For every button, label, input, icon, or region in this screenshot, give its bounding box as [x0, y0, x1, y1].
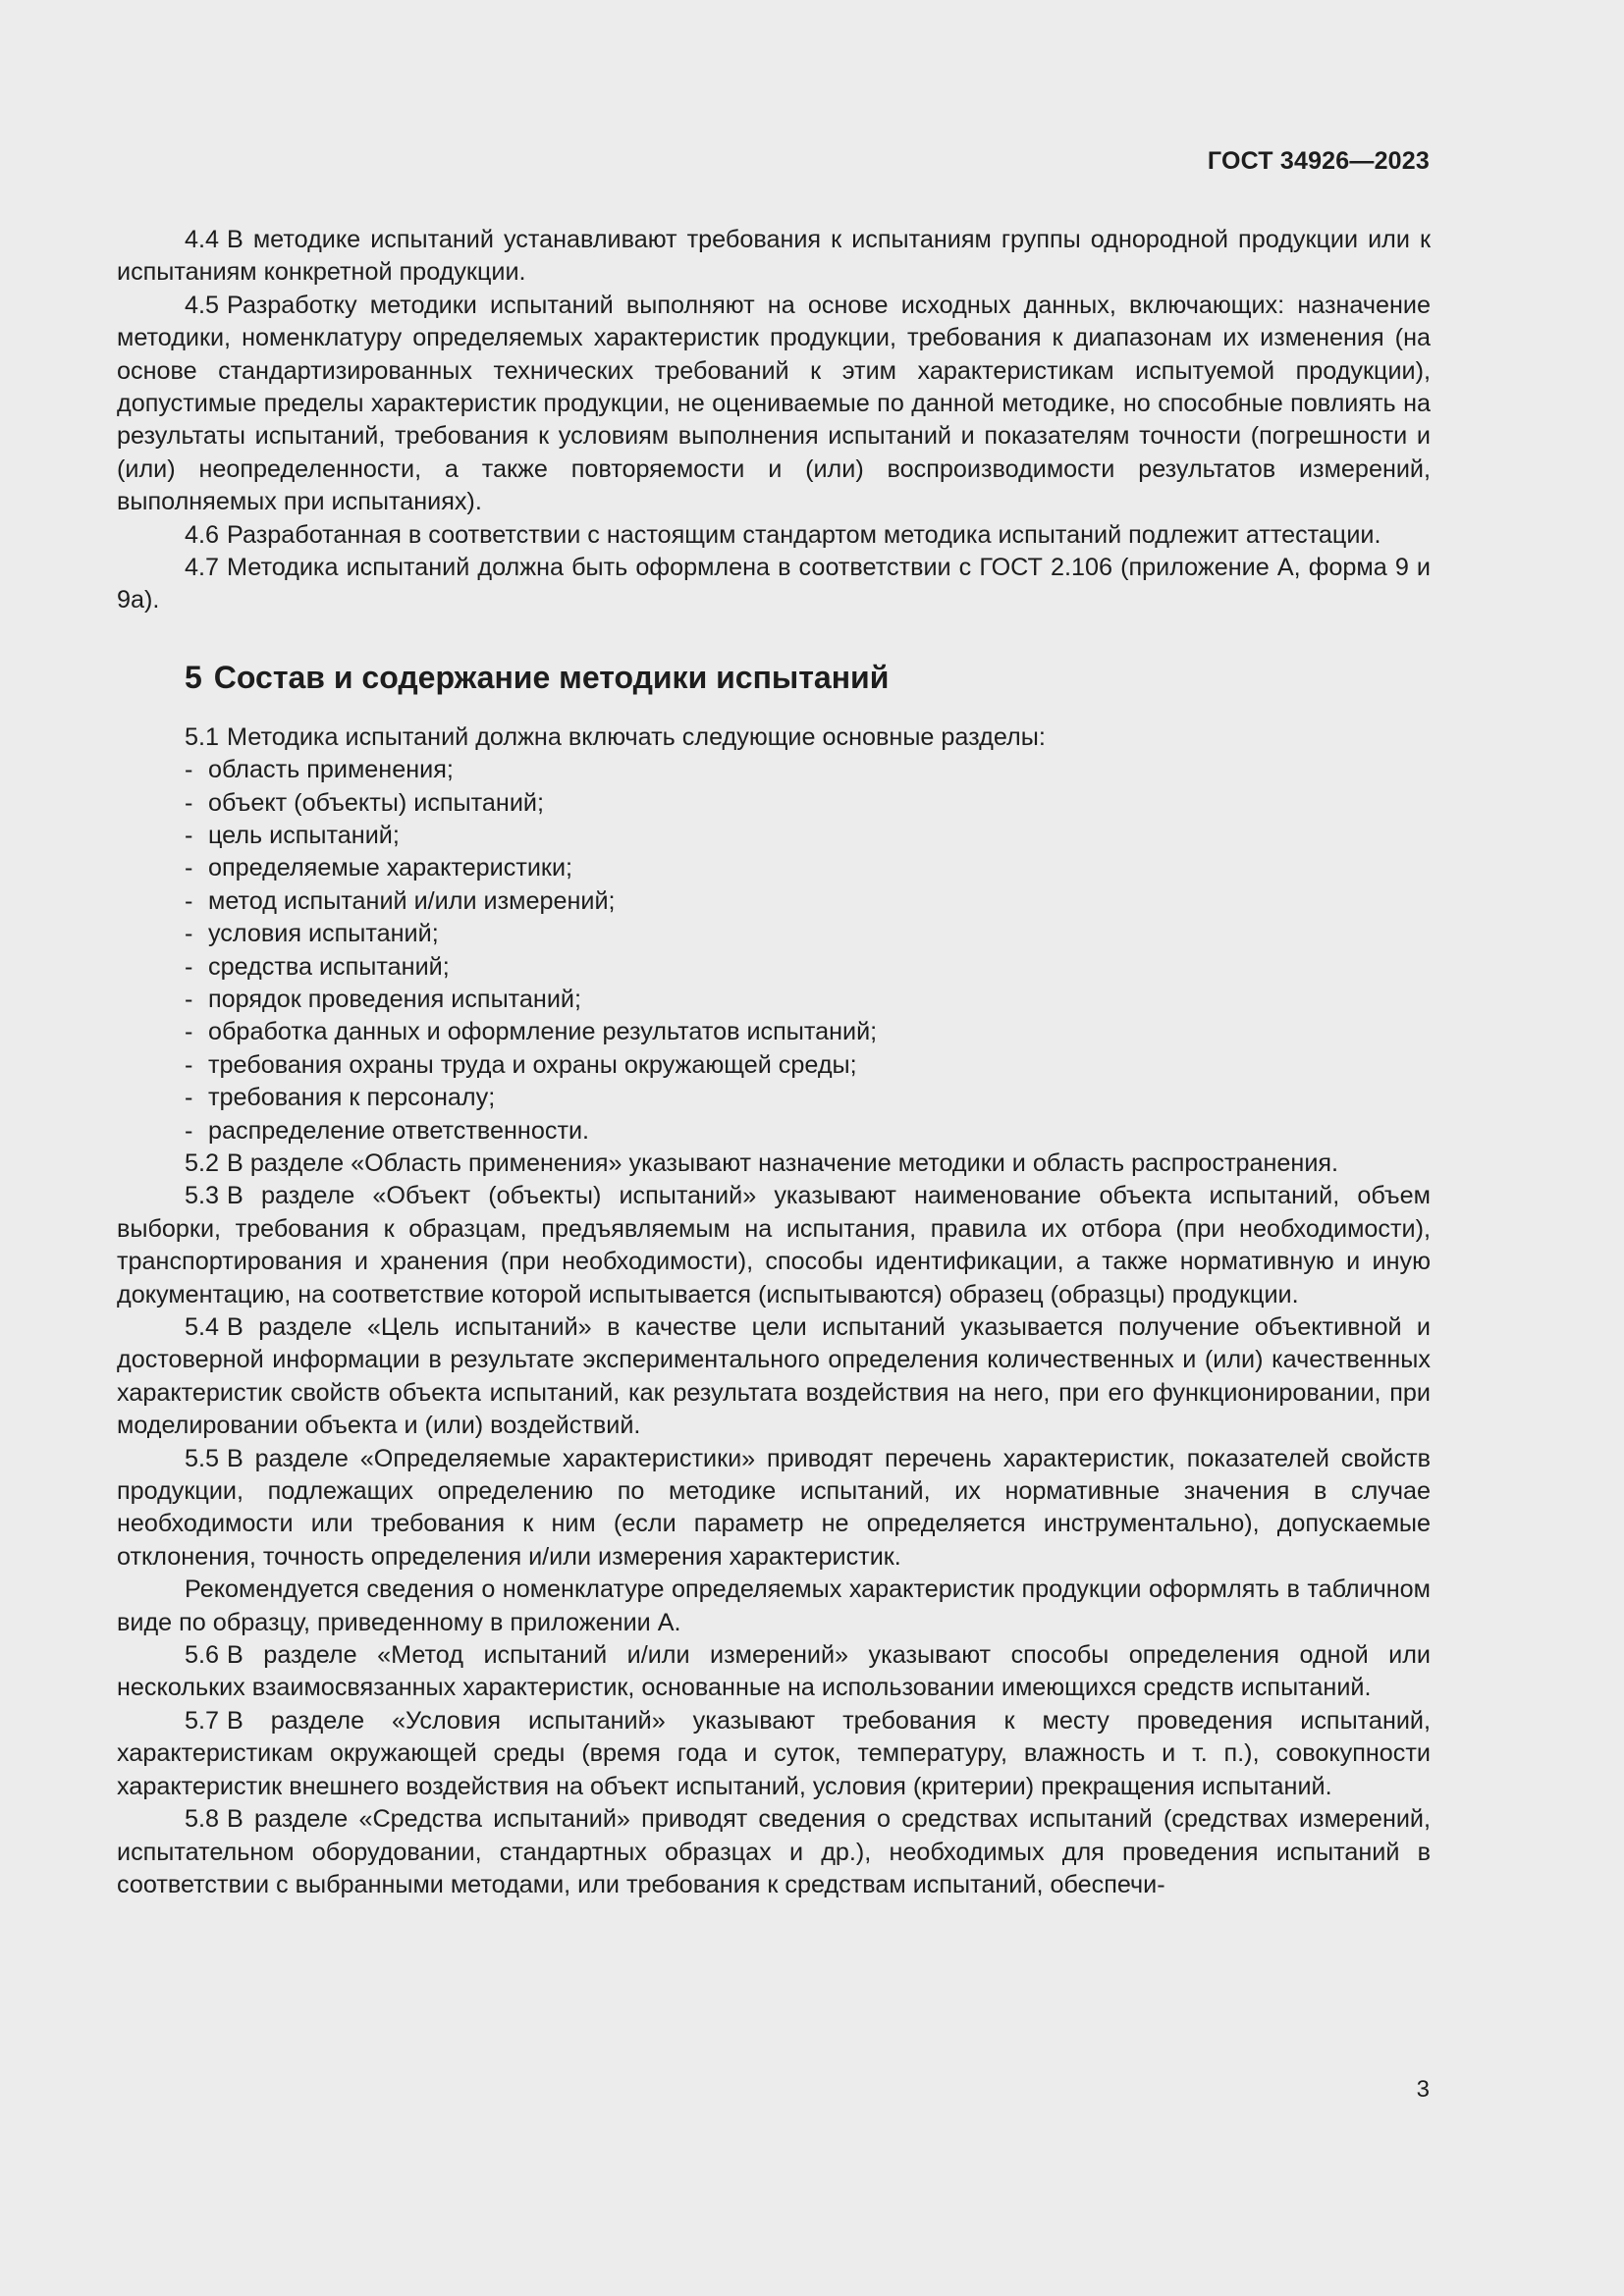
document-body — [117, 224, 1431, 1901]
list-item — [117, 820, 1431, 852]
list-dash: - — [185, 1050, 193, 1079]
list-item — [117, 885, 1431, 918]
paragraph-number: 5.8 — [185, 1805, 220, 1834]
paragraph-text: Методика испытаний должна быть оформлена в соответствии с ГОСТ 2.106 (приложение А, форма 9 и 9а). — [117, 554, 1431, 614]
paragraph-number: 5.2 — [185, 1148, 220, 1177]
list-item-text: цель испытаний; — [208, 822, 400, 850]
section-heading — [117, 658, 1431, 697]
list-dash: - — [185, 952, 193, 981]
paragraph-5-8 — [117, 1803, 1431, 1901]
list-dash: - — [185, 854, 193, 882]
list-dash: - — [185, 886, 193, 915]
paragraph-text: В разделе «Метод испытаний и/или измерений» указывают способы определения одной или нескольких взаимосвязанных характеристик, основанные на использовании имеющихся средств испытаний. — [117, 1641, 1431, 1702]
paragraph-5-2 — [117, 1148, 1431, 1180]
list-item-text: обработка данных и оформление результатов испытаний; — [208, 1018, 878, 1046]
paragraph-text: В разделе «Объект (объекты) испытаний» указывают наименование объекта испытаний, объем выборки, требования к образцам, предъявляемым на испытания, правила их отбора (при необходимости), транспортирования и хранения (при необходимости), способы идентификации, а также нормативную и иную документацию, на соответствие которой испытывается (испытываются) образец (образцы) продукции. — [117, 1182, 1431, 1308]
paragraph-number: 5.1 — [185, 722, 220, 751]
list-item-text: объект (объекты) испытаний; — [208, 788, 544, 817]
paragraph-text: В методике испытаний устанавливают требования к испытаниям группы однородной продукции или к испытаниям конкретной продукции. — [117, 226, 1431, 287]
list-item-text: средства испытаний; — [208, 952, 450, 981]
document-code-header: ГОСТ 34926—2023 — [1207, 147, 1430, 175]
list-item-text: метод испытаний и/или измерений; — [208, 886, 616, 915]
paragraph-number: 4.6 — [185, 520, 220, 549]
list-item — [117, 1115, 1431, 1148]
list-dash: - — [185, 1018, 193, 1046]
paragraph-4-6 — [117, 519, 1431, 552]
paragraph-recommendation — [117, 1574, 1431, 1639]
paragraph-text: В разделе «Область применения» указывают назначение методики и область распространения. — [227, 1148, 1339, 1177]
paragraph-text: Рекомендуется сведения о номенклатуре определяемых характеристик продукции оформлять в табличном виде по образцу, приведенному в приложении А. — [117, 1575, 1431, 1636]
paragraph-number: 5.7 — [185, 1706, 220, 1735]
list-item-text: распределение ответственности. — [208, 1116, 590, 1145]
paragraph-text: Разработанная в соответствии с настоящим стандартом методика испытаний подлежит аттестации. — [227, 520, 1381, 549]
list-item-text: требования к персоналу; — [208, 1084, 496, 1112]
list-item — [117, 1082, 1431, 1114]
list-dash: - — [185, 822, 193, 850]
list-item-text: условия испытаний; — [208, 920, 439, 948]
paragraph-5-3 — [117, 1180, 1431, 1311]
paragraph-5-4 — [117, 1311, 1431, 1443]
section-number: 5 — [185, 659, 202, 695]
list-item-text: область применения; — [208, 756, 454, 784]
paragraph-number: 4.7 — [185, 554, 220, 582]
list-item — [117, 852, 1431, 884]
list-dash: - — [185, 1084, 193, 1112]
paragraph-5-6 — [117, 1639, 1431, 1705]
list-item — [117, 1016, 1431, 1048]
paragraph-text: Разработку методики испытаний выполняют на основе исходных данных, включающих: назначение методики, номенклатуру определяемых характеристик продукции, требования к диапазонам их изменения (на основе стандартизированных технических требований к этим характеристикам испытуемой продукции), допустимые пределы характеристик продукции, не оцениваемые по данной методике, но способные повлиять на результаты испытаний, требования к условиям выполнения испытаний и показателям точности (погрешности и (или) неопределенности, а также повторяемости и (или) воспроизводимости результатов измерений, выполняемых при испытаниях). — [117, 291, 1431, 516]
list-item-text: порядок проведения испытаний; — [208, 986, 581, 1014]
paragraph-5-1 — [117, 721, 1431, 754]
paragraph-number: 4.4 — [185, 226, 220, 253]
section-title-text: Состав и содержание методики испытаний — [213, 659, 890, 695]
paragraph-number: 5.5 — [185, 1444, 220, 1472]
paragraph-5-7 — [117, 1705, 1431, 1803]
paragraph-text: В разделе «Условия испытаний» указывают требования к месту проведения испытаний, характеристикам окружающей среды (время года и суток, температуру, влажность и т. п.), совокупности характеристик внешнего воздействия на объект испытаний, условия (критерии) прекращения испытаний. — [117, 1706, 1431, 1800]
paragraph-number: 5.4 — [185, 1313, 220, 1341]
paragraph-5-5 — [117, 1443, 1431, 1575]
list-item — [117, 787, 1431, 820]
paragraph-4-7 — [117, 552, 1431, 617]
paragraph-4-5 — [117, 290, 1431, 519]
paragraph-number: 5.3 — [185, 1182, 220, 1210]
paragraph-text: В разделе «Определяемые характеристики» приводят перечень характеристик, показателей свойств продукции, подлежащих определению по методике испытаний, их нормативные значения в случае необходимости или требования к ним (если параметр не определяется инструментально), допускаемые отклонения, точность определения и/или измерения характеристик. — [117, 1444, 1431, 1571]
list-item — [117, 918, 1431, 950]
paragraph-text: В разделе «Цель испытаний» в качестве цели испытаний указывается получение объективной и достоверной информации в результате экспериментального определения количественных и (или) качественных характеристик свойств объекта испытаний, как результата воздействия на него, при его функционировании, при моделировании объекта и (или) воздействий. — [117, 1313, 1431, 1440]
paragraph-number: 4.5 — [185, 291, 220, 319]
list-item — [117, 984, 1431, 1016]
list-item-text: требования охраны труда и охраны окружающей среды; — [208, 1050, 857, 1079]
list-dash: - — [185, 1116, 193, 1145]
sections-list — [117, 754, 1431, 1148]
list-dash: - — [185, 986, 193, 1014]
list-item — [117, 951, 1431, 984]
paragraph-text: В разделе «Средства испытаний» приводят сведения о средствах испытаний (средствах измерений, испытательном оборудовании, стандартных образцах и др.), необходимых для проведения испытаний в соответствии с выбранными методами, или требования к средствам испытаний, обеспечи- — [117, 1805, 1431, 1898]
list-item-text: определяемые характеристики; — [208, 854, 573, 882]
paragraph-4-4 — [117, 224, 1431, 290]
list-dash: - — [185, 788, 193, 817]
paragraph-text: Методика испытаний должна включать следующие основные разделы: — [227, 722, 1046, 751]
list-dash: - — [185, 756, 193, 784]
list-item — [117, 754, 1431, 786]
list-dash: - — [185, 920, 193, 948]
page-number: 3 — [1416, 2076, 1430, 2103]
paragraph-number: 5.6 — [185, 1641, 220, 1670]
list-item — [117, 1049, 1431, 1082]
